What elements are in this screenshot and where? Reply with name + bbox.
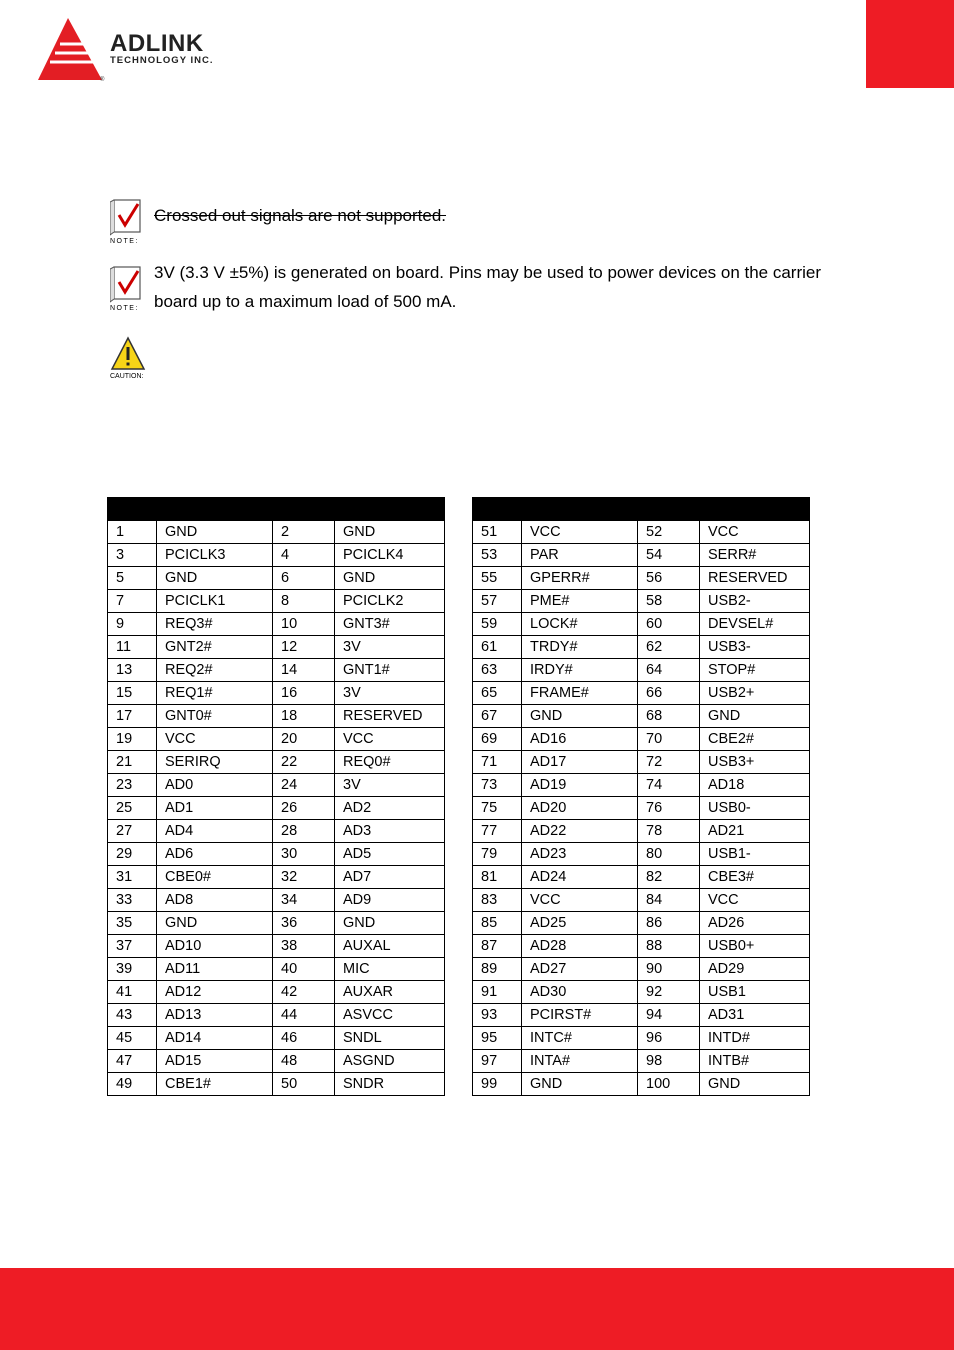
table-row bbox=[473, 613, 810, 636]
pin-number: 73 bbox=[473, 774, 522, 797]
signal-name: AD16 bbox=[522, 728, 638, 751]
pin-number: 36 bbox=[273, 912, 335, 935]
signal-name: PCICLK4 bbox=[335, 544, 445, 567]
note-3v-power bbox=[110, 258, 830, 320]
signal-name: AUXAR bbox=[335, 981, 445, 1004]
table-row bbox=[108, 636, 445, 659]
signal-name: PAR bbox=[522, 544, 638, 567]
signal-name: 3V bbox=[335, 682, 445, 705]
pin-number: 49 bbox=[108, 1073, 157, 1096]
pin-number: 53 bbox=[473, 544, 522, 567]
signal-name: AD0 bbox=[157, 774, 273, 797]
pin-number: 43 bbox=[108, 1004, 157, 1027]
signal-name: AD10 bbox=[157, 935, 273, 958]
table-row bbox=[473, 636, 810, 659]
table-row bbox=[473, 912, 810, 935]
pin-number: 35 bbox=[108, 912, 157, 935]
pin-number: 99 bbox=[473, 1073, 522, 1096]
signal-name: SERIRQ bbox=[157, 751, 273, 774]
pin-number: 18 bbox=[273, 705, 335, 728]
pin-number: 4 bbox=[273, 544, 335, 567]
table-row bbox=[473, 1004, 810, 1027]
signal-name: AD19 bbox=[522, 774, 638, 797]
pin-number: 17 bbox=[108, 705, 157, 728]
signal-name: VCC bbox=[522, 521, 638, 544]
signal-name: USB0+ bbox=[700, 935, 810, 958]
table-row bbox=[108, 682, 445, 705]
table-row bbox=[108, 889, 445, 912]
signal-name: AD24 bbox=[522, 866, 638, 889]
pin-number: 95 bbox=[473, 1027, 522, 1050]
signal-name: CBE3# bbox=[700, 866, 810, 889]
signal-name: GND bbox=[335, 521, 445, 544]
table-row bbox=[473, 935, 810, 958]
table-row bbox=[473, 958, 810, 981]
signal-name: FRAME# bbox=[522, 682, 638, 705]
signal-name: AD27 bbox=[522, 958, 638, 981]
table-row bbox=[473, 981, 810, 1004]
table-row bbox=[473, 705, 810, 728]
pin-number: 68 bbox=[638, 705, 700, 728]
table-row bbox=[108, 843, 445, 866]
note-unsupported-signals bbox=[110, 199, 830, 247]
pin-number: 82 bbox=[638, 866, 700, 889]
signal-name: PCICLK3 bbox=[157, 544, 273, 567]
pin-number: 94 bbox=[638, 1004, 700, 1027]
pin-number: 74 bbox=[638, 774, 700, 797]
pin-number: 63 bbox=[473, 659, 522, 682]
table-row bbox=[473, 889, 810, 912]
pin-number: 27 bbox=[108, 820, 157, 843]
pin-number: 81 bbox=[473, 866, 522, 889]
svg-text:NOTE:: NOTE: bbox=[110, 305, 139, 312]
signal-name: VCC bbox=[157, 728, 273, 751]
pin-number: 37 bbox=[108, 935, 157, 958]
pin-number: 59 bbox=[473, 613, 522, 636]
pin-number: 61 bbox=[473, 636, 522, 659]
table-row bbox=[108, 866, 445, 889]
signal-name: AD5 bbox=[335, 843, 445, 866]
caution-block bbox=[110, 336, 830, 382]
signal-name: ASGND bbox=[335, 1050, 445, 1073]
pin-number: 52 bbox=[638, 521, 700, 544]
pin-number: 90 bbox=[638, 958, 700, 981]
pin-number: 32 bbox=[273, 866, 335, 889]
signal-name: INTD# bbox=[700, 1027, 810, 1050]
pin-number: 28 bbox=[273, 820, 335, 843]
signal-name: 3V bbox=[335, 636, 445, 659]
signal-name: AD7 bbox=[335, 866, 445, 889]
table-row bbox=[473, 1050, 810, 1073]
pin-number: 62 bbox=[638, 636, 700, 659]
signal-name: AD3 bbox=[335, 820, 445, 843]
table-row bbox=[473, 751, 810, 774]
table-row bbox=[108, 567, 445, 590]
pin-number: 11 bbox=[108, 636, 157, 659]
table-row bbox=[108, 1050, 445, 1073]
signal-name: USB2- bbox=[700, 590, 810, 613]
signal-name: USB1 bbox=[700, 981, 810, 1004]
pin-number: 83 bbox=[473, 889, 522, 912]
table-row bbox=[473, 521, 810, 544]
pin-number: 15 bbox=[108, 682, 157, 705]
signal-name: GND bbox=[522, 705, 638, 728]
pin-number: 93 bbox=[473, 1004, 522, 1027]
note-text: 3V (3.3 V ±5%) is generated on board. Pins may be used to power devices on the carrier board up to a maximum load of 500 mA. bbox=[154, 263, 822, 311]
svg-text:®: ® bbox=[100, 77, 105, 83]
table-header bbox=[108, 498, 445, 521]
signal-name: GND bbox=[157, 567, 273, 590]
signal-name: AD21 bbox=[700, 820, 810, 843]
pin-number: 51 bbox=[473, 521, 522, 544]
pin-number: 40 bbox=[273, 958, 335, 981]
pin-number: 54 bbox=[638, 544, 700, 567]
pin-number: 39 bbox=[108, 958, 157, 981]
signal-name: SNDL bbox=[335, 1027, 445, 1050]
pin-number: 72 bbox=[638, 751, 700, 774]
table-row bbox=[108, 797, 445, 820]
signal-name: AD14 bbox=[157, 1027, 273, 1050]
table-row bbox=[473, 659, 810, 682]
pin-number: 77 bbox=[473, 820, 522, 843]
signal-name: AD15 bbox=[157, 1050, 273, 1073]
signal-name: AD4 bbox=[157, 820, 273, 843]
pin-number: 85 bbox=[473, 912, 522, 935]
table-row bbox=[108, 613, 445, 636]
signal-name: AD1 bbox=[157, 797, 273, 820]
signal-name: ASVCC bbox=[335, 1004, 445, 1027]
table-row bbox=[473, 797, 810, 820]
table-row bbox=[473, 728, 810, 751]
table-row bbox=[108, 728, 445, 751]
pin-table-left bbox=[107, 497, 445, 1096]
pin-table-right bbox=[472, 497, 810, 1096]
signal-name: AD8 bbox=[157, 889, 273, 912]
pin-number: 76 bbox=[638, 797, 700, 820]
signal-name: AD9 bbox=[335, 889, 445, 912]
pin-number: 5 bbox=[108, 567, 157, 590]
signal-name: GNT2# bbox=[157, 636, 273, 659]
signal-name: AD2 bbox=[335, 797, 445, 820]
pin-number: 88 bbox=[638, 935, 700, 958]
pin-number: 19 bbox=[108, 728, 157, 751]
pin-number: 97 bbox=[473, 1050, 522, 1073]
signal-name: REQ3# bbox=[157, 613, 273, 636]
pin-number: 8 bbox=[273, 590, 335, 613]
pin-number: 78 bbox=[638, 820, 700, 843]
brand-tagline: TECHNOLOGY INC. bbox=[110, 55, 214, 66]
table-row bbox=[473, 1027, 810, 1050]
signal-name: PCIRST# bbox=[522, 1004, 638, 1027]
signal-name: TRDY# bbox=[522, 636, 638, 659]
pin-number: 58 bbox=[638, 590, 700, 613]
signal-name: AD22 bbox=[522, 820, 638, 843]
pin-number: 20 bbox=[273, 728, 335, 751]
pin-number: 71 bbox=[473, 751, 522, 774]
signal-name: GND bbox=[700, 705, 810, 728]
note-icon bbox=[110, 199, 146, 245]
signal-name: REQ1# bbox=[157, 682, 273, 705]
signal-name: AD11 bbox=[157, 958, 273, 981]
table-row bbox=[473, 774, 810, 797]
pin-number: 33 bbox=[108, 889, 157, 912]
pin-number: 9 bbox=[108, 613, 157, 636]
pin-number: 31 bbox=[108, 866, 157, 889]
pin-number: 69 bbox=[473, 728, 522, 751]
pin-number: 96 bbox=[638, 1027, 700, 1050]
signal-name: CBE0# bbox=[157, 866, 273, 889]
note-text: Crossed out signals are not supported. bbox=[154, 206, 447, 225]
table-row bbox=[108, 659, 445, 682]
pin-number: 48 bbox=[273, 1050, 335, 1073]
pin-number: 92 bbox=[638, 981, 700, 1004]
signal-name: GND bbox=[157, 912, 273, 935]
pin-number: 24 bbox=[273, 774, 335, 797]
signal-name: AD17 bbox=[522, 751, 638, 774]
signal-name: USB3+ bbox=[700, 751, 810, 774]
pin-number: 56 bbox=[638, 567, 700, 590]
table-row bbox=[473, 820, 810, 843]
signal-name: CBE1# bbox=[157, 1073, 273, 1096]
table-row bbox=[108, 981, 445, 1004]
signal-name: INTC# bbox=[522, 1027, 638, 1050]
pin-number: 42 bbox=[273, 981, 335, 1004]
pin-number: 22 bbox=[273, 751, 335, 774]
table-header bbox=[473, 498, 810, 521]
table-row bbox=[473, 544, 810, 567]
signal-name: GND bbox=[700, 1073, 810, 1096]
pin-number: 46 bbox=[273, 1027, 335, 1050]
table-row bbox=[473, 843, 810, 866]
pin-number: 23 bbox=[108, 774, 157, 797]
signal-name: GND bbox=[157, 521, 273, 544]
signal-name: GNT3# bbox=[335, 613, 445, 636]
brand-name: ADLINK bbox=[110, 30, 204, 57]
pin-number: 89 bbox=[473, 958, 522, 981]
pin-number: 41 bbox=[108, 981, 157, 1004]
signal-name: PCICLK2 bbox=[335, 590, 445, 613]
signal-name: AD18 bbox=[700, 774, 810, 797]
signal-name: IRDY# bbox=[522, 659, 638, 682]
signal-name: MIC bbox=[335, 958, 445, 981]
signal-name: AUXAL bbox=[335, 935, 445, 958]
pin-number: 55 bbox=[473, 567, 522, 590]
signal-name: GNT1# bbox=[335, 659, 445, 682]
signal-name: USB3- bbox=[700, 636, 810, 659]
pin-number: 2 bbox=[273, 521, 335, 544]
caution-icon bbox=[110, 336, 146, 382]
signal-name: AD28 bbox=[522, 935, 638, 958]
table-row bbox=[108, 1004, 445, 1027]
pin-number: 57 bbox=[473, 590, 522, 613]
signal-name: PME# bbox=[522, 590, 638, 613]
pin-number: 65 bbox=[473, 682, 522, 705]
signal-name: USB0- bbox=[700, 797, 810, 820]
signal-name: VCC bbox=[700, 521, 810, 544]
signal-name: STOP# bbox=[700, 659, 810, 682]
pin-number: 60 bbox=[638, 613, 700, 636]
signal-name: GND bbox=[335, 567, 445, 590]
table-row bbox=[108, 935, 445, 958]
pin-number: 30 bbox=[273, 843, 335, 866]
pin-number: 70 bbox=[638, 728, 700, 751]
signal-name: INTA# bbox=[522, 1050, 638, 1073]
pin-number: 26 bbox=[273, 797, 335, 820]
pin-number: 3 bbox=[108, 544, 157, 567]
signal-name: AD26 bbox=[700, 912, 810, 935]
pin-number: 10 bbox=[273, 613, 335, 636]
table-row bbox=[473, 682, 810, 705]
signal-name: AD31 bbox=[700, 1004, 810, 1027]
adlink-triangle-icon bbox=[38, 18, 110, 84]
pin-number: 75 bbox=[473, 797, 522, 820]
pin-number: 38 bbox=[273, 935, 335, 958]
signal-name: VCC bbox=[700, 889, 810, 912]
pin-number: 12 bbox=[273, 636, 335, 659]
pin-number: 6 bbox=[273, 567, 335, 590]
signal-name: GND bbox=[335, 912, 445, 935]
table-row bbox=[473, 866, 810, 889]
signal-name: SNDR bbox=[335, 1073, 445, 1096]
pin-number: 50 bbox=[273, 1073, 335, 1096]
signal-name: CBE2# bbox=[700, 728, 810, 751]
signal-name: AD13 bbox=[157, 1004, 273, 1027]
signal-name: GNT0# bbox=[157, 705, 273, 728]
table-row bbox=[108, 1073, 445, 1096]
pin-number: 79 bbox=[473, 843, 522, 866]
signal-name: RESERVED bbox=[700, 567, 810, 590]
pin-number: 67 bbox=[473, 705, 522, 728]
table-row bbox=[108, 590, 445, 613]
page-tab-marker bbox=[866, 0, 954, 88]
svg-text:CAUTION:: CAUTION: bbox=[110, 373, 144, 380]
signal-name: LOCK# bbox=[522, 613, 638, 636]
table-row bbox=[108, 521, 445, 544]
signal-name: SERR# bbox=[700, 544, 810, 567]
signal-name: AD12 bbox=[157, 981, 273, 1004]
signal-name: 3V bbox=[335, 774, 445, 797]
pin-number: 66 bbox=[638, 682, 700, 705]
signal-name: VCC bbox=[335, 728, 445, 751]
signal-name: RESERVED bbox=[335, 705, 445, 728]
signal-name: INTB# bbox=[700, 1050, 810, 1073]
signal-name: USB2+ bbox=[700, 682, 810, 705]
pin-number: 91 bbox=[473, 981, 522, 1004]
table-row bbox=[108, 544, 445, 567]
signal-name: DEVSEL# bbox=[700, 613, 810, 636]
table-row bbox=[108, 820, 445, 843]
pin-number: 7 bbox=[108, 590, 157, 613]
pin-number: 34 bbox=[273, 889, 335, 912]
signal-name: AD6 bbox=[157, 843, 273, 866]
signal-name: AD25 bbox=[522, 912, 638, 935]
pin-number: 29 bbox=[108, 843, 157, 866]
table-row bbox=[108, 958, 445, 981]
note-icon bbox=[110, 266, 146, 312]
pin-number: 64 bbox=[638, 659, 700, 682]
pin-number: 45 bbox=[108, 1027, 157, 1050]
pin-number: 84 bbox=[638, 889, 700, 912]
pin-number: 25 bbox=[108, 797, 157, 820]
footer-bar bbox=[0, 1268, 954, 1350]
svg-text:NOTE:: NOTE: bbox=[110, 238, 139, 245]
table-row bbox=[108, 751, 445, 774]
pin-number: 16 bbox=[273, 682, 335, 705]
signal-name: VCC bbox=[522, 889, 638, 912]
table-row bbox=[108, 912, 445, 935]
pin-number: 98 bbox=[638, 1050, 700, 1073]
signal-name: GPERR# bbox=[522, 567, 638, 590]
signal-name: AD20 bbox=[522, 797, 638, 820]
pin-number: 44 bbox=[273, 1004, 335, 1027]
signal-name: AD23 bbox=[522, 843, 638, 866]
table-row bbox=[473, 567, 810, 590]
signal-name: AD29 bbox=[700, 958, 810, 981]
signal-name: REQ2# bbox=[157, 659, 273, 682]
pin-number: 86 bbox=[638, 912, 700, 935]
pin-number: 47 bbox=[108, 1050, 157, 1073]
table-row bbox=[108, 705, 445, 728]
pin-number: 13 bbox=[108, 659, 157, 682]
signal-name: PCICLK1 bbox=[157, 590, 273, 613]
table-row bbox=[473, 590, 810, 613]
signal-name: REQ0# bbox=[335, 751, 445, 774]
table-row bbox=[108, 774, 445, 797]
pin-number: 21 bbox=[108, 751, 157, 774]
signal-name: GND bbox=[522, 1073, 638, 1096]
pin-number: 80 bbox=[638, 843, 700, 866]
pin-number: 1 bbox=[108, 521, 157, 544]
signal-name: AD30 bbox=[522, 981, 638, 1004]
table-row bbox=[473, 1073, 810, 1096]
pin-number: 87 bbox=[473, 935, 522, 958]
pin-number: 100 bbox=[638, 1073, 700, 1096]
table-row bbox=[108, 1027, 445, 1050]
pin-number: 14 bbox=[273, 659, 335, 682]
signal-name: USB1- bbox=[700, 843, 810, 866]
